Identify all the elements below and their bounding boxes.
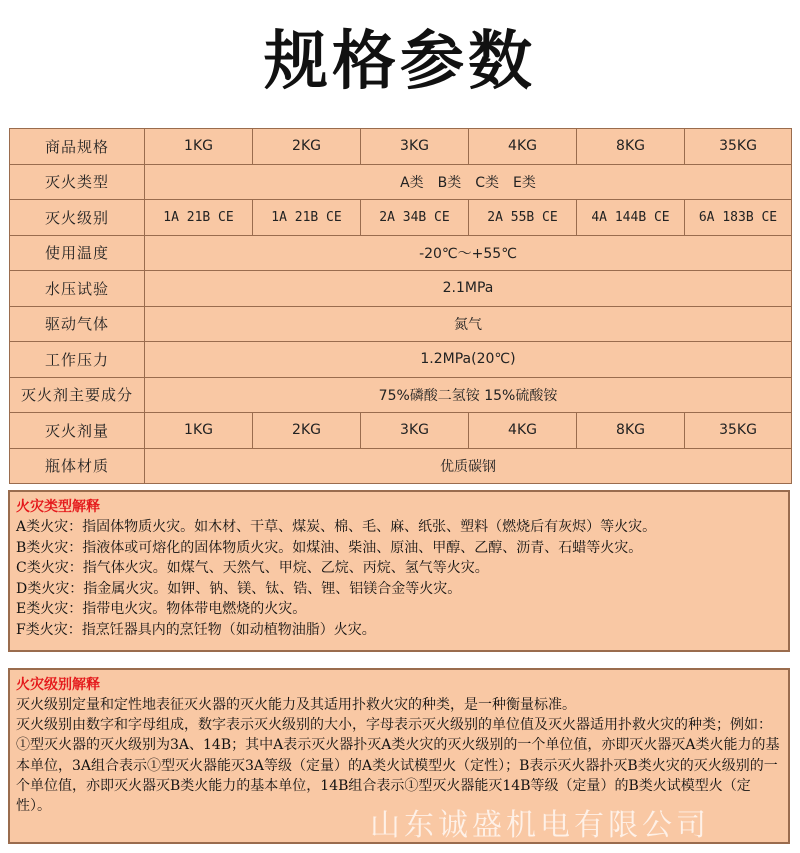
fire-levels-detail: 灭火级别由数字和字母组成，数字表示灭火级别的大小，字母表示灭火级别的单位值及灭火器适用扑救火灾的种类；例如：①型灭火器的灭火级别为3A、14B；其中A表示灭火器扑灭A类火灾的灭火级别的一个单位值，亦即灭火器灭A类火能力的基本单位，3A组合表示①型灭火器能灭3A等级（定量）的A类火试模型火（定性）；B表示灭火器扑灭B类火灾的灭火级别的一个单位值，亦即灭火器灭B类火能力的基本单位，14B组合表示①型灭火器能灭14B等级（定量）的B类火试模型火（定性）。: [16, 717, 780, 815]
spec-cell-merged: 1.2MPa(20℃): [145, 342, 792, 378]
spec-row: [10, 413, 792, 449]
page-title: 规格参数: [264, 25, 536, 99]
spec-cell-merged: 2.1MPa: [145, 271, 792, 307]
fire-type-b: B类火灾：指液体或可熔化的固体物质火灾。如煤油、柴油、原油、甲醇、乙醇、沥青、石蜡等火灾。: [16, 539, 643, 556]
spec-row-label: 灭火剂主要成分: [10, 377, 145, 413]
spec-cell: 1A 21B CE: [145, 200, 253, 236]
spec-cell: 2KG: [253, 413, 361, 449]
spec-cell: 8KG: [577, 129, 685, 165]
spec-row: [10, 271, 792, 307]
spec-cell: 4A 144B CE: [577, 200, 685, 236]
spec-row: [10, 306, 792, 342]
spec-cell-merged: 氮气: [145, 306, 792, 342]
spec-cell: 6A 183B CE: [685, 200, 792, 236]
fire-types-heading: 火灾类型解释: [16, 499, 100, 515]
spec-row-label: 驱动气体: [10, 306, 145, 342]
spec-cell: 2A 55B CE: [469, 200, 577, 236]
spec-cell-merged: 优质碳钢: [145, 448, 792, 484]
spec-row-label: 灭火类型: [10, 164, 145, 200]
spec-cell: 35KG: [685, 413, 792, 449]
spec-cell: 35KG: [685, 129, 792, 165]
spec-row-label: 灭火级别: [10, 200, 145, 236]
spec-row-label: 水压试验: [10, 271, 145, 307]
spec-table: [9, 128, 792, 484]
company-watermark: 山东诚盛机电有限公司: [370, 808, 710, 843]
spec-cell-merged: 75%磷酸二氢铵 15%硫酸铵: [145, 377, 792, 413]
spec-cell: 4KG: [469, 413, 577, 449]
spec-row: [10, 377, 792, 413]
fire-type-c: C类火灾：指气体火灾。如煤气、天然气、甲烷、乙烷、丙烷、氢气等火灾。: [16, 560, 489, 576]
fire-type-f: F类火灾：指烹饪器具内的烹饪物（如动植物油脂）火灾。: [16, 621, 376, 638]
fire-type-d: D类火灾：指金属火灾。如钾、钠、镁、钛、锆、锂、铝镁合金等火灾。: [16, 580, 462, 597]
spec-row: [10, 129, 792, 165]
spec-cell: 8KG: [577, 413, 685, 449]
spec-cell: 3KG: [361, 413, 469, 449]
spec-row: [10, 200, 792, 236]
spec-row: [10, 164, 792, 200]
fire-types-box: [8, 490, 790, 652]
spec-cell-merged: -20℃～+55℃: [145, 235, 792, 271]
fire-type-a: A类火灾：指固体物质火灾。如木材、干草、煤炭、棉、毛、麻、纸张、塑料（燃烧后有灰烬）等火灾。: [16, 519, 657, 535]
spec-cell: 2A 34B CE: [361, 200, 469, 236]
spec-cell: 3KG: [361, 129, 469, 165]
fire-levels-intro: 灭火级别定量和定性地表征灭火器的灭火能力及其适用扑救火灾的种类，是一种衡量标准。: [16, 697, 576, 713]
spec-row: [10, 448, 792, 484]
fire-type-e: E类火灾：指带电火灾。物体带电燃烧的火灾。: [16, 601, 307, 617]
spec-row-label: 商品规格: [10, 129, 145, 165]
spec-row-label: 工作压力: [10, 342, 145, 378]
spec-row-label: 灭火剂量: [10, 413, 145, 449]
spec-cell: 1A 21B CE: [253, 200, 361, 236]
spec-cell: 2KG: [253, 129, 361, 165]
spec-cell: 1KG: [145, 129, 253, 165]
spec-cell: 4KG: [469, 129, 577, 165]
spec-row: [10, 235, 792, 271]
spec-row-label: 瓶体材质: [10, 448, 145, 484]
spec-row: [10, 342, 792, 378]
spec-cell-merged: A类 B类 C类 E类: [145, 164, 792, 200]
spec-cell: 1KG: [145, 413, 253, 449]
fire-levels-heading: 火灾级别解释: [16, 677, 100, 693]
spec-row-label: 使用温度: [10, 235, 145, 271]
